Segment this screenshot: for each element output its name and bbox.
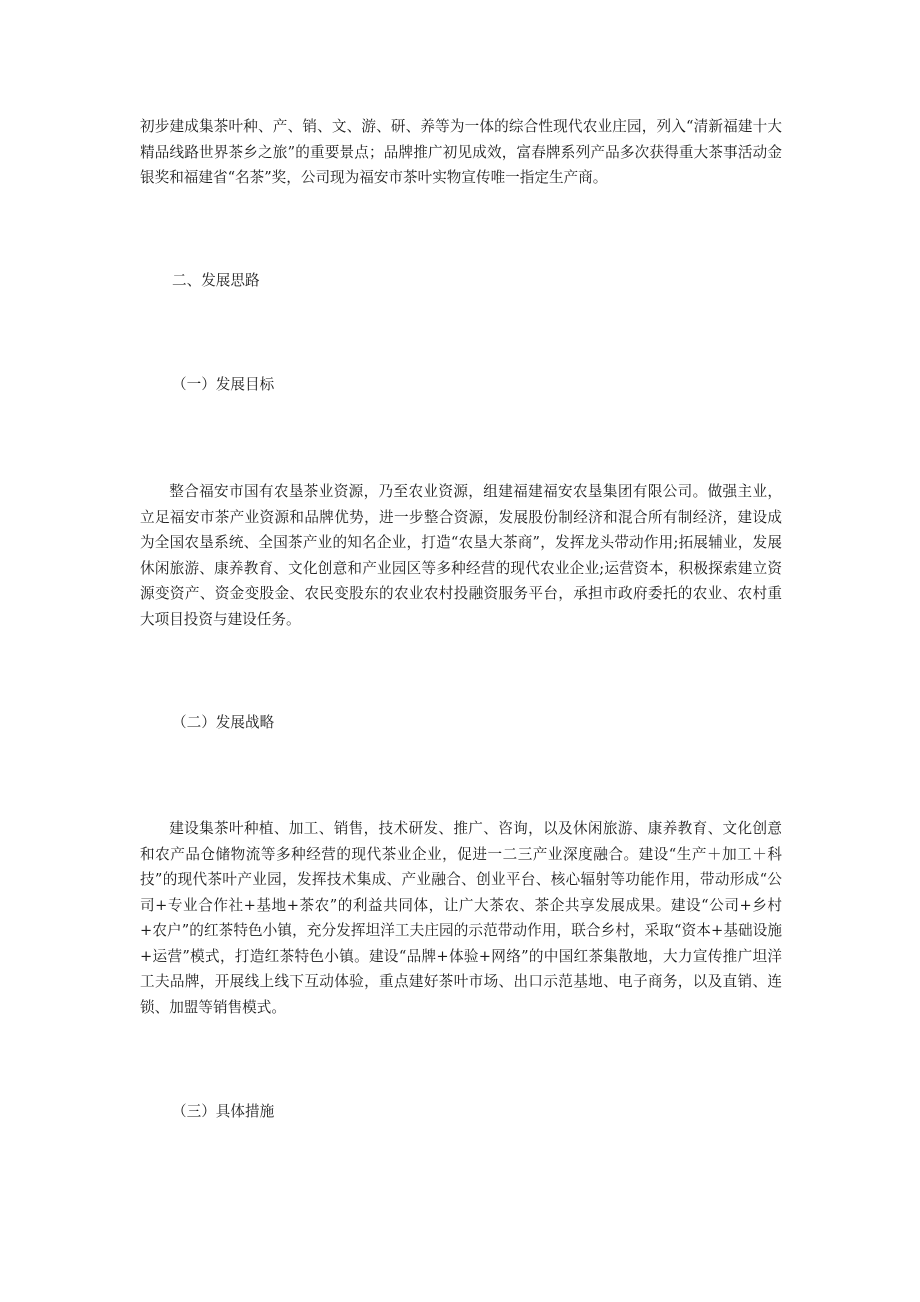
subsection-heading-development-strategy: （二）发展战略 (172, 714, 275, 731)
paragraph-development-strategy: 建设集茶叶种植、加工、销售，技术研发、推广、咨询，以及休闲旅游、康养教育、文化创意和农产品仓储物流等多种经营的现代茶业企业，促进一二三产业深度融合。建设“生产＋加工＋科技”的现代茶叶产业园，发挥技术集成、产业融合、创业平台、核心辐射等功能作用，带动形成“公司+专业合作社+基地+茶农”的利益共同体，让广大茶农、茶企共享发展成果。建设“公司+乡村+农户”的红茶特色小镇，充分发挥坦洋工夫庄园的示范带动作用，联合乡村，采取“资本+基础设施+运营”模式，打造红茶特色小镇。建设“品牌+体验+网络”的中国红茶集散地，大力宣传推广坦洋工夫品牌，开展线上线下互动体验，重点建好茶叶市场、出口示范基地、电子商务，以及直销、连锁、加盟等销售模式。 (140, 820, 782, 1016)
subsection-heading-development-goal: （一）发展目标 (172, 376, 275, 393)
section-heading-development-ideas: 二、发展思路 (172, 272, 260, 289)
paragraph-intro: 初步建成集茶叶种、产、销、文、游、研、养等为一体的综合性现代农业庄园，列入“清新福建十大精品线路世界茶乡之旅”的重要景点；品牌推广初见成效，富春牌系列产品多次获得重大茶事活动金银奖和福建省“名茶”奖，公司现为福安市茶叶实物宣传唯一指定生产商。 (140, 118, 782, 186)
subsection-heading-specific-measures: （三）具体措施 (172, 1103, 275, 1120)
paragraph-development-goal: 整合福安市国有农垦茶业资源，乃至农业资源，组建福建福安农垦集团有限公司。做强主业，立足福安市茶产业资源和品牌优势，进一步整合资源，发展股份制经济和混合所有制经济，建设成为全国农垦系统、全国茶产业的知名企业，打造“农垦大茶商”，发挥龙头带动作用;拓展辅业，发展休闲旅游、康养教育、文化创意和产业园区等多种经营的现代农业企业;运营资本，积极探索建立资源变资产、资金变股金、农民变股东的农业农村投融资服务平台，承担市政府委托的农业、农村重大项目投资与建设任务。 (140, 483, 782, 628)
